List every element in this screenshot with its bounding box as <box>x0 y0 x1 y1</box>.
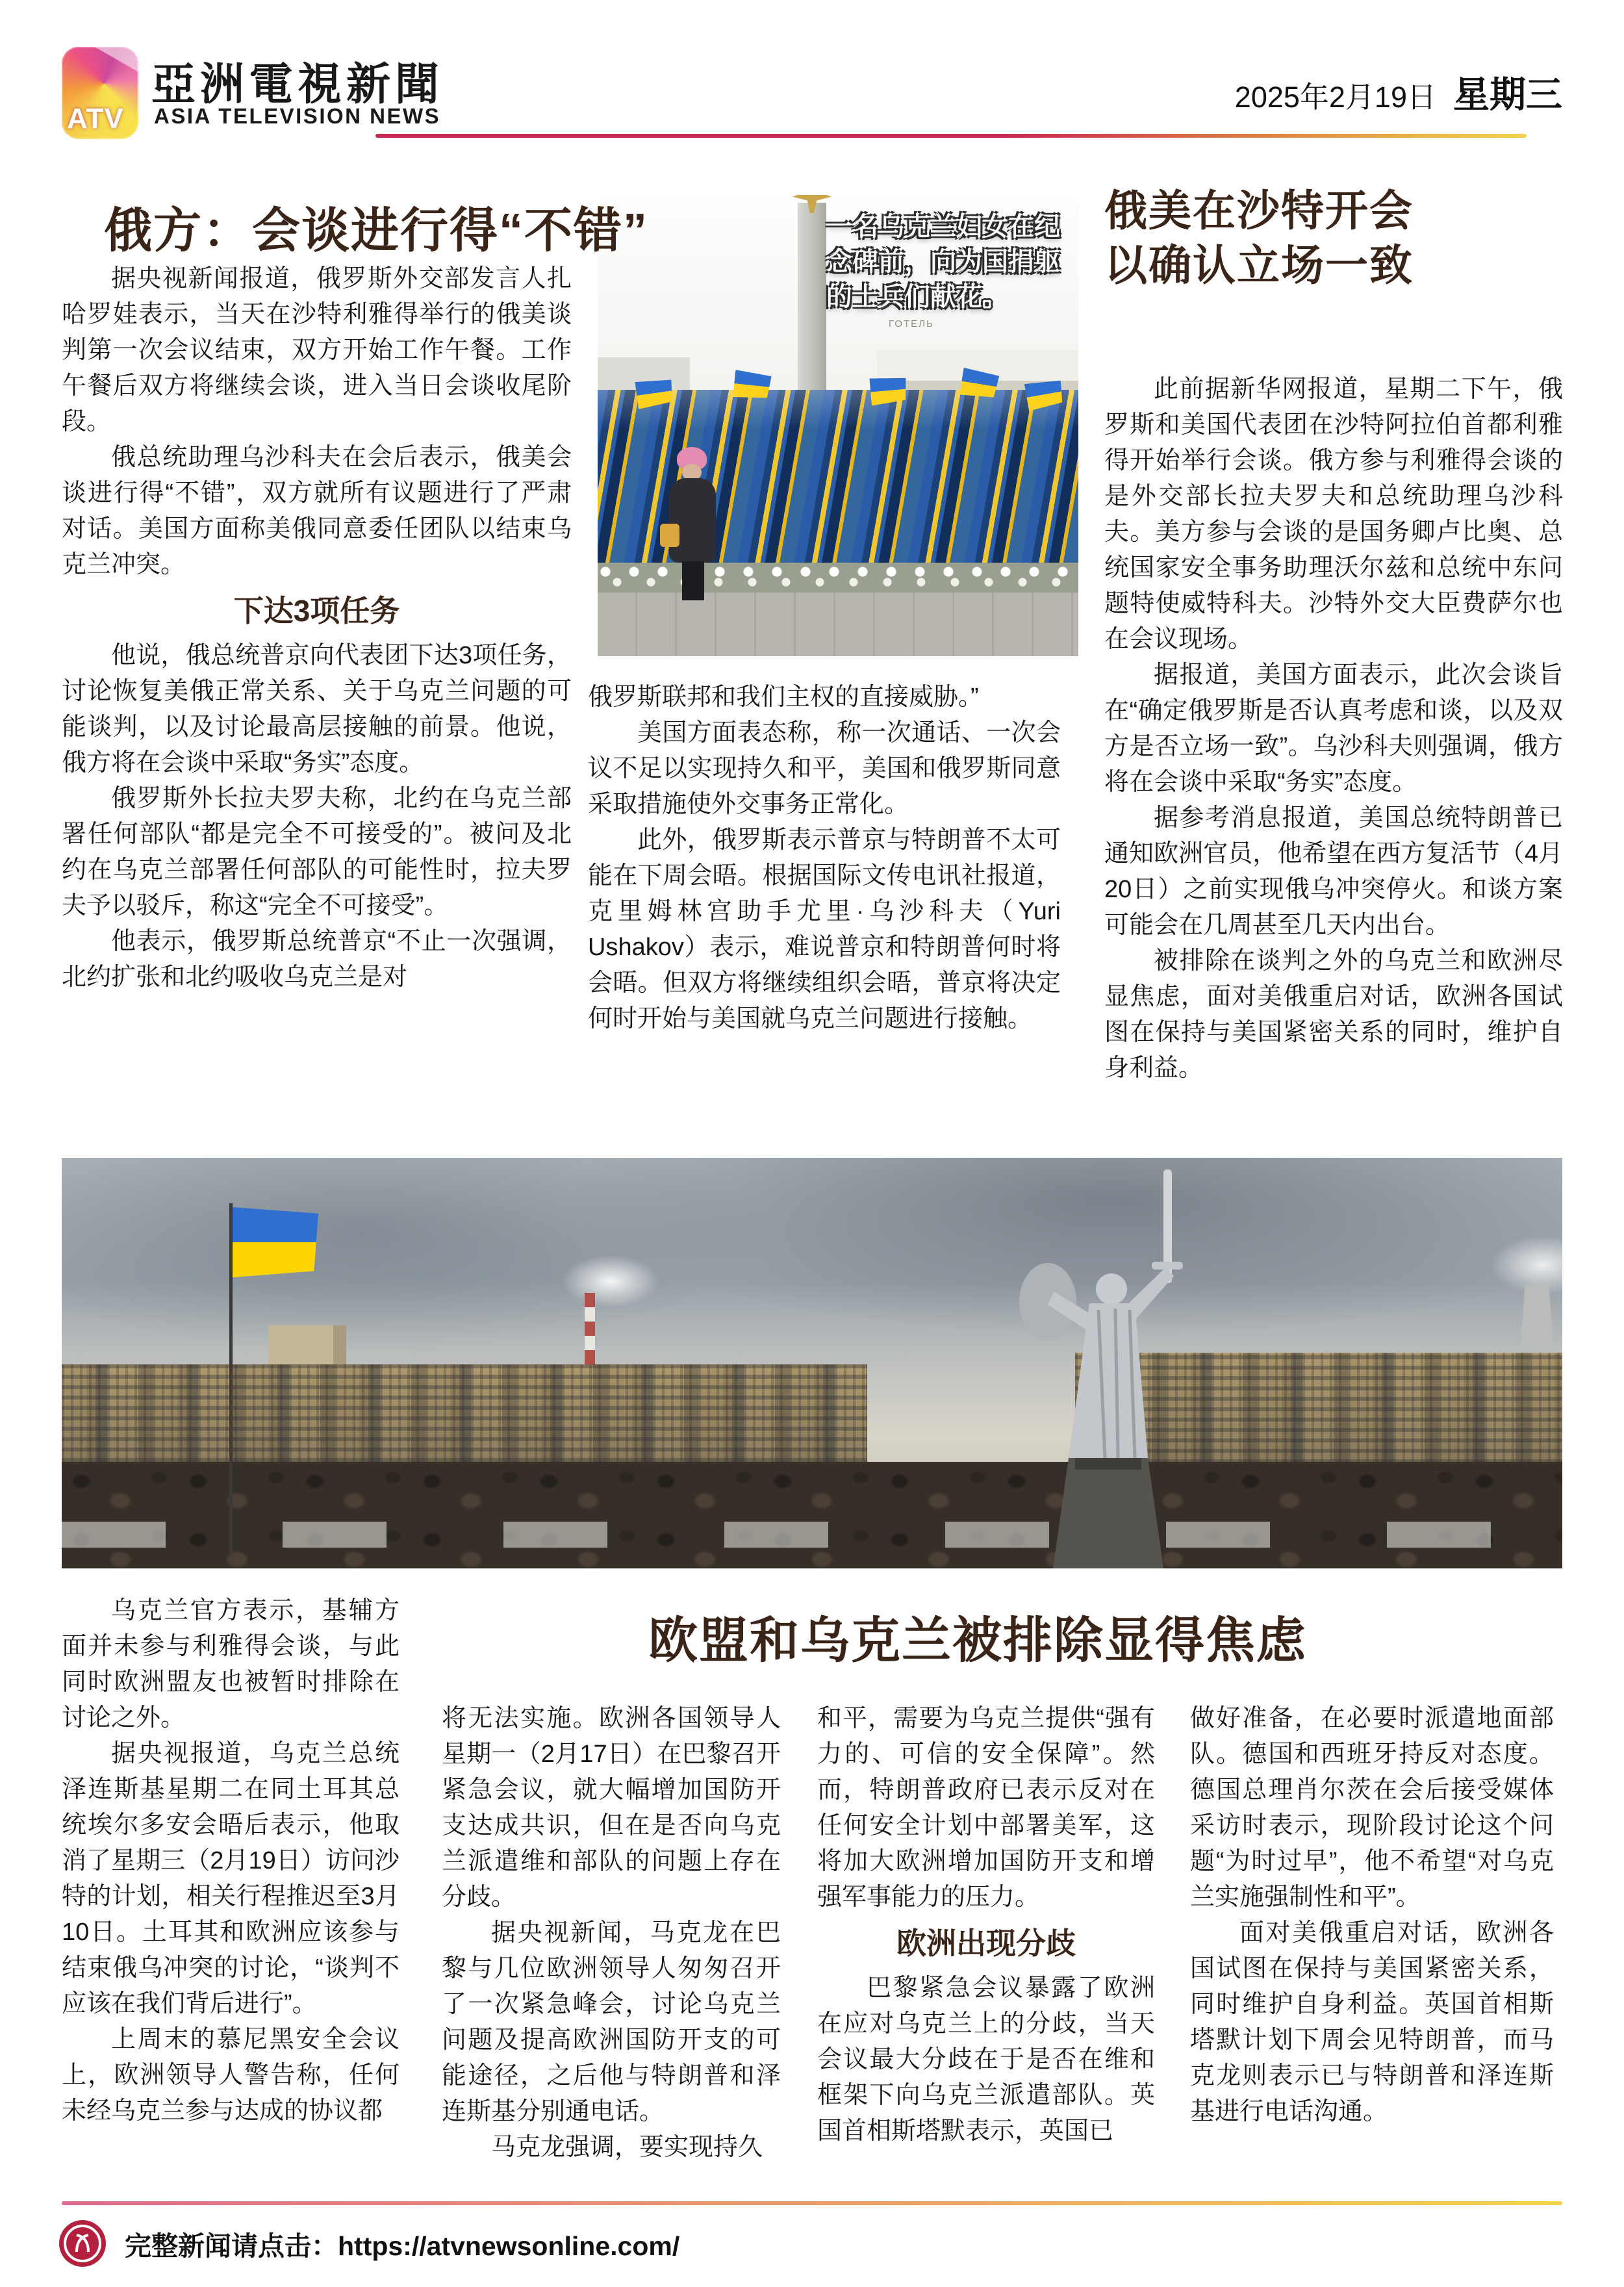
date-label: 2025年2月19日 <box>1234 81 1436 114</box>
left-article-body <box>62 261 572 995</box>
paragraph: 据参考消息报道，美国总统特朗普已通知欧洲官员，他希望在西方复活节（4月20日）之前实现俄乌冲突停火。和谈方案可能会在几周甚至几天内出台。 <box>1104 804 1563 939</box>
paragraph: 和平，需要为乌克兰提供“强有力的、可信的安全保障”。然而，特朗普政府已表示反对在任何安全计划中部署美军，这将加大欧洲增加国防开支和增强军事能力的压力。 <box>817 1705 1155 1911</box>
cooling-tower <box>1520 1285 1554 1348</box>
paragraph: 俄罗斯外长拉夫罗夫称，北约在乌克兰部署任何部队“都是完全不可接受的”。被问及北约在乌克兰部署任何部队的可能性时，拉夫罗夫予以驳斥，称这“完全不可接受”。 <box>62 785 572 919</box>
paragraph: 俄总统助理乌沙科夫在会后表示，俄美会谈进行得“不错”，双方就所有议题进行了严肃对话。美国方面称美俄同意委任团队以结束乌克兰冲突。 <box>62 444 572 578</box>
atv-logo-text: ATV <box>67 103 124 134</box>
paragraph: 乌克兰官方表示，基辅方面并未参与利雅得会谈，与此同时欧洲盟友也被暂时排除在讨论之外。 <box>62 1597 400 1731</box>
paragraph: 他说，俄总统普京向代表团下达3项任务，讨论恢复美俄正常关系、关于乌克兰问题的可能谈判，以及讨论最高层接触的前景。他说，俄方将在会谈中采取“务实”态度。 <box>62 642 572 776</box>
kyiv-skyline-photo <box>62 1158 1562 1568</box>
paragraph: 他表示，俄罗斯总统普京“不止一次强调，北约扩张和北约吸收乌克兰是对 <box>62 928 572 991</box>
paragraph: 做好准备，在必要时派遣地面部队。德国和西班牙持反对态度。德国总理肖尔茨在会后接受媒体采访时表示，现阶段讨论这个问题“为时过早”，他不希望“对乌克兰实施强制性和平”。 <box>1190 1705 1554 1911</box>
paragraph: 面对美俄重启对话，欧洲各国试图在保持与美国紧密关系，同时维护自身利益。英国首相斯塔默计划下周会见特朗普，而马克龙则表示已与特朗普和泽连斯基进行电话沟通。 <box>1190 1919 1554 2125</box>
bottom-column-3 <box>817 1701 1155 2149</box>
bottom-column-2 <box>442 1701 781 2166</box>
snow-patches <box>62 1522 1562 1548</box>
footer-seal-icon <box>57 2218 108 2269</box>
ukraine-flag-icon <box>233 1207 318 1277</box>
bottom-column-1 <box>62 1593 400 2129</box>
paragraph: 上周末的慕尼黑安全会议上，欧洲领导人警告称，任何未经乌克兰参与达成的协议都 <box>62 2026 400 2125</box>
bottom-article-headline: 欧盟和乌克兰被排除显得焦虑 <box>648 1613 1307 1668</box>
footer-url-link[interactable]: https://atvnewsonline.com/ <box>338 2230 680 2261</box>
city-blocks-left <box>62 1364 867 1462</box>
yellow-bag <box>660 524 679 547</box>
masthead-subtitle: ASIA TELEVISION NEWS <box>154 104 441 128</box>
right-title-line1: 俄美在沙特开会 <box>1104 186 1414 235</box>
windows-texture <box>62 1364 867 1462</box>
middle-article-body <box>588 680 1061 1037</box>
masthead-date <box>1235 66 1562 118</box>
paragraph: 马克龙强调，要实现持久 <box>491 2134 763 2161</box>
smoke-plume <box>562 1255 659 1307</box>
footer <box>57 2218 679 2269</box>
independence-monument-column <box>798 203 826 417</box>
paragraph: 据报道，美国方面表示，此次会谈旨在“确定俄罗斯是否认真考虑和谈，以及双方是否立场一致”。乌沙科夫则强调，俄方将在会谈中采取“务实”态度。 <box>1104 661 1563 796</box>
paragraph: 将无法实施。欧洲各国领导人星期一（2月17日）在巴黎召开紧急会议，就大幅增加国防开支达成共识，但在是否向乌克兰派遣维和部队的问题上存在分歧。 <box>442 1705 781 1911</box>
paragraph: 美国方面表态称，称一次通话、一次会议不足以实现持久和平，美国和俄罗斯同意采取措施使外交事务正常化。 <box>588 719 1061 818</box>
bottom-subhead: 欧洲出现分歧 <box>896 1926 1076 1960</box>
masthead-rule <box>375 134 1527 138</box>
paragraph: 据央视新闻报道，俄罗斯外交部发言人扎哈罗娃表示，当天在沙特利雅得举行的俄美谈判第一次会议结束，双方开始工作午餐。工作午餐后双方将继续会谈，进入当日会谈收尾阶段。 <box>62 265 572 435</box>
motherland-monument-statue <box>971 1164 1250 1568</box>
right-article-title <box>1104 183 1414 292</box>
paragraph: 据央视报道，乌克兰总统泽连斯基星期二在同土耳其总统埃尔多安会晤后表示，他取消了星期三（2月19日）访问沙特的计划，相关行程推迟至3月10日。土耳其和欧洲应该参与结束俄乌冲突的讨论，“谈判不应该在我们背后进行”。 <box>62 1740 400 2017</box>
paragraph: 据央视新闻，马克龙在巴黎与几位欧洲领导人匆匆召开了一次紧急峰会，讨论乌克兰问题及提高欧洲国防开支的可能途径，之后他与特朗普和泽连斯基分别通电话。 <box>442 1919 781 2125</box>
left-article-subhead: 下达3项任务 <box>233 594 400 628</box>
paragraph: 此外，俄罗斯表示普京与特朗普不太可能在下周会晤。根据国际文传电讯社报道，克里姆林宫助手尤里·乌沙科夫（Yuri Ushakov）表示，难说普京和特朗普何时将会晤。但双方将继续组织会晤，普京将决定何时开始与美国就乌克兰问题进行接触。 <box>588 826 1061 1032</box>
woman-figure <box>660 447 725 609</box>
weekday-label: 星期三 <box>1453 74 1562 115</box>
hotel-sign-label: ГОТЕЛЬ <box>889 318 934 329</box>
tree-line <box>62 1462 1562 1568</box>
footer-label: 完整新闻请点击： <box>125 2230 338 2261</box>
footer-rule <box>62 2201 1562 2205</box>
paragraph: 被排除在谈判之外的乌克兰和欧洲尽显焦虑，面对美俄重启对话，欧洲各国试图在保持与美国紧密关系的同时，维护自身利益。 <box>1104 947 1563 1082</box>
right-title-line2: 以确认立场一致 <box>1104 241 1414 289</box>
masthead-title: 亞洲電視新聞 <box>151 60 444 109</box>
right-article-body <box>1104 372 1563 1086</box>
legs <box>682 561 704 600</box>
bottom-column-4 <box>1190 1701 1554 2130</box>
paragraph: 俄罗斯联邦和我们主权的直接威胁。” <box>588 684 979 711</box>
paragraph: 此前据新华网报道，星期二下午，俄罗斯和美国代表团在沙特阿拉伯首都利雅得开始举行会谈。俄方参与利雅得会谈的是外交部长拉夫罗夫和总统助理乌沙科夫。美方参与会谈的是国务卿卢比奥、总统国家安全事务助理沃尔兹和总统中东问题特使威特科夫。沙特外交大臣费萨尔也在会议现场。 <box>1104 376 1563 653</box>
coat <box>669 478 716 563</box>
flagpole <box>229 1203 233 1554</box>
paragraph: 巴黎紧急会议暴露了欧洲在应对乌克兰上的分歧，当天会议最大分歧在于是否在维和框架下向乌克兰派遣部队。英国首相斯塔默表示，英国已 <box>817 1974 1155 2145</box>
left-article-title: 俄方：会谈进行得“不错” <box>104 203 648 257</box>
memorial-photo <box>598 195 1078 656</box>
photo-caption: 一名乌克兰妇女在纪念碑前，向为国捐躯的士兵们献花。 <box>826 212 1060 311</box>
ukraine-flag-icon <box>733 370 772 401</box>
atv-logo-icon <box>62 47 138 139</box>
